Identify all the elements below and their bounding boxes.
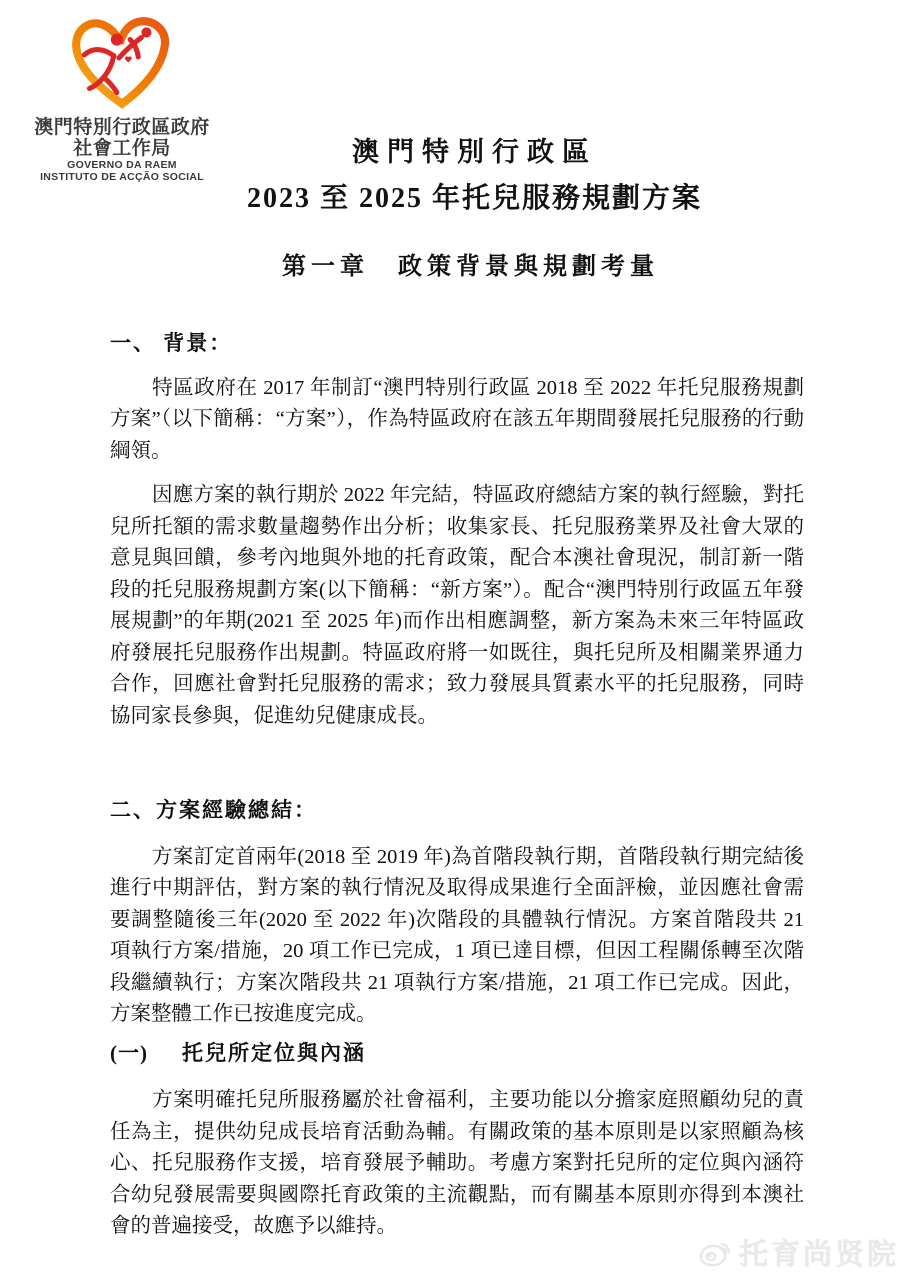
section-2-paragraph-1: 方案訂定首兩年(2018 至 2019 年)為首階段執行期，首階段執行期完結後進行中期評估，對方案的執行情況及取得成果進行全面評檢，並因應社會需要調整隨後三年(2020 至 2022 年)次階段的具體執行情況。方案首階段共 21 項執行方案/措施，20 項工作已完成，1 項已達目標，但因工程關係轉至次階段繼續執行；方案次階段共 21 項執行方案/措施，21 項工作已完成。因此，方案整體工作已按進度完成。 bbox=[110, 845, 804, 1025]
section-1-paragraph-1: 特區政府在 2017 年制訂“澳門特別行政區 2018 至 2022 年托兒服務規劃方案”（以下簡稱：“方案”），作為特區政府在該五年期間發展托兒服務的行動綱領。 bbox=[110, 376, 804, 462]
chapter-heading: 第一章 政策背景與規劃考量 bbox=[282, 254, 659, 280]
org-name-zh-line1: 澳門特別行政區政府 bbox=[34, 117, 210, 138]
section-1-heading: 一、 背景： bbox=[110, 331, 233, 355]
watermark bbox=[698, 1232, 899, 1273]
subsection-1-number: (一) bbox=[110, 1040, 148, 1065]
title-line-2: 2023 至 2025 年托兒服務規劃方案 bbox=[246, 183, 702, 214]
org-name-zh-line2: 社會工作局 bbox=[73, 138, 171, 159]
document-body bbox=[110, 328, 804, 1243]
title-line-1: 澳門特別行政區 bbox=[352, 137, 597, 167]
document-title bbox=[0, 130, 911, 216]
weibo-icon bbox=[698, 1237, 734, 1269]
heart-logo-icon bbox=[66, 12, 178, 112]
subsection-1-paragraph-1: 方案明確托兒所服務屬於社會福利，主要功能以分擔家庭照顧幼兒的責任為主，提供幼兒成長培育活動為輔。有關政策的基本原則是以家照顧為核心、托兒服務作支援，培育發展予輔助。考慮方案對托兒所的定位與內涵符合幼兒發展需要與國際托育政策的主流觀點，而有關基本原則亦得到本澳社會的普遍接受，故應予以維持。 bbox=[110, 1089, 804, 1237]
org-name-pt-line1: GOVERNO DA RAEM bbox=[67, 159, 177, 171]
subsection-1-heading bbox=[110, 1038, 804, 1070]
org-name-pt-line2: INSTITUTO DE ACÇÃO SOCIAL bbox=[40, 171, 204, 183]
section-2-heading: 二、方案經驗總結： bbox=[110, 798, 317, 822]
section-1-paragraph-2: 因應方案的執行期於 2022 年完結，特區政府總結方案的執行經驗，對托兒所托額的需求數量趨勢作出分析；收集家長、托兒服務業界及社會大眾的意見與回饋，參考內地與外地的托育政策，配合本澳社會現況，制訂新一階段的托兒服務規劃方案(以下簡稱：“新方案”）。配合“澳門特別行政區五年發展規劃”的年期(2021 至 2025 年)而作出相應調整，新方案為未來三年特區政府發展托兒服務作出規劃。特區政府將一如既往，與托兒所及相關業界通力合作，回應社會對托兒服務的需求；致力發展具質素水平的托兒服務，同時協同家長參與，促進幼兒健康成長。 bbox=[110, 484, 804, 727]
subsection-1-title: 托兒所定位與內涵 bbox=[182, 1040, 366, 1065]
watermark-text: 托育尚贤院 bbox=[738, 1239, 899, 1271]
